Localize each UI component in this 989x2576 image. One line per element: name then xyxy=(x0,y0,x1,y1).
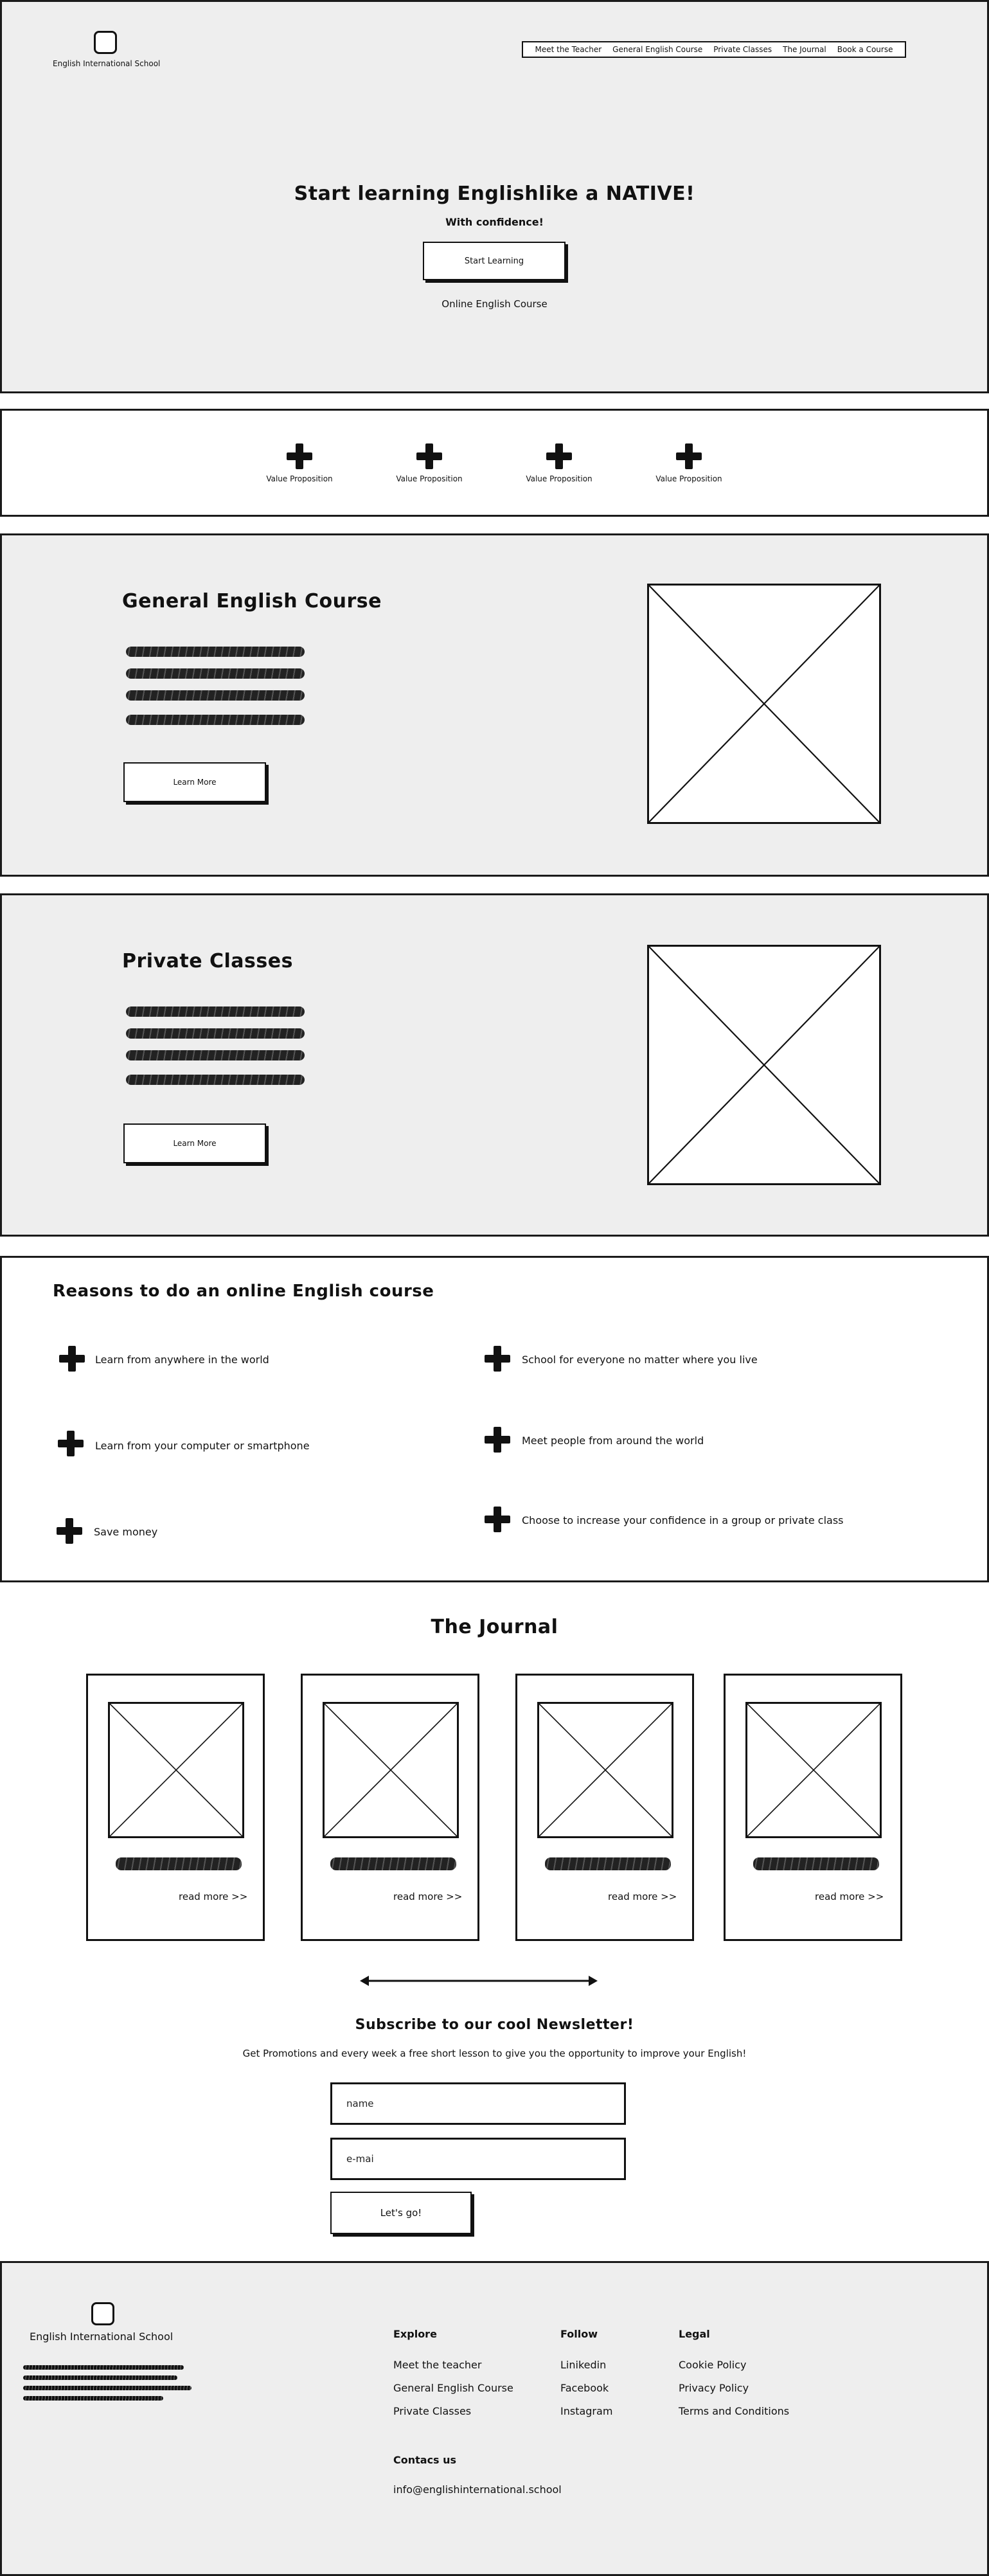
read-more-link[interactable]: read more >> xyxy=(393,1891,463,1902)
nav-book-a-course[interactable]: Book a Course xyxy=(837,45,893,54)
general-course-title: General English Course xyxy=(122,590,382,613)
carousel-scroll-arrow-icon[interactable] xyxy=(360,1973,598,1989)
plus-icon xyxy=(416,443,442,469)
text-placeholder xyxy=(545,1857,671,1870)
learn-more-button[interactable]: Learn More xyxy=(123,762,266,802)
value-prop-label: Value Proposition xyxy=(396,474,463,483)
text-placeholder xyxy=(116,1857,242,1870)
image-placeholder xyxy=(108,1702,244,1838)
plus-icon xyxy=(485,1427,510,1453)
text-placeholder xyxy=(330,1857,456,1870)
image-placeholder xyxy=(647,584,881,824)
image-placeholder xyxy=(647,945,881,1185)
nav-meet-the-teacher[interactable]: Meet the Teacher xyxy=(535,45,602,54)
footer-link-terms-and-conditions[interactable]: Terms and Conditions xyxy=(679,2405,790,2417)
reason-item: Save money xyxy=(94,1526,158,1538)
read-more-link[interactable]: read more >> xyxy=(815,1891,884,1902)
text-placeholder xyxy=(126,690,305,701)
hero-note: Online English Course xyxy=(441,298,548,310)
text-placeholder xyxy=(126,1075,305,1085)
text-placeholder xyxy=(126,1028,305,1039)
footer-link-privacy-policy[interactable]: Privacy Policy xyxy=(679,2382,749,2394)
plus-icon xyxy=(485,1507,510,1532)
value-prop-label: Value Proposition xyxy=(266,474,333,483)
plus-icon xyxy=(57,1518,82,1544)
text-placeholder xyxy=(126,1006,305,1017)
logo-text[interactable]: English International School xyxy=(53,59,161,68)
newsletter-description: Get Promotions and every week a free short lesson to give you the opportunity to improve your English! xyxy=(242,2048,747,2059)
start-learning-button[interactable]: Start Learning xyxy=(423,242,566,280)
read-more-link[interactable]: read more >> xyxy=(179,1891,248,1902)
plus-icon xyxy=(546,443,572,469)
text-placeholder xyxy=(23,2365,184,2370)
newsletter-title: Subscribe to our cool Newsletter! xyxy=(355,2017,634,2033)
footer-link-instagram[interactable]: Instagram xyxy=(560,2405,613,2417)
image-placeholder xyxy=(537,1702,673,1838)
text-placeholder xyxy=(126,715,305,725)
reason-item: School for everyone no matter where you live xyxy=(522,1354,758,1366)
plus-icon xyxy=(287,443,312,469)
text-placeholder xyxy=(23,2375,177,2380)
hero-title: Start learning Englishlike a NATIVE! xyxy=(294,183,695,205)
footer-link-private-classes[interactable]: Private Classes xyxy=(393,2405,472,2417)
learn-more-button[interactable]: Learn More xyxy=(123,1123,266,1163)
text-placeholder xyxy=(23,2386,192,2390)
reason-item: Choose to increase your confidence in a group or private class xyxy=(522,1514,844,1526)
footer-link-facebook[interactable]: Facebook xyxy=(560,2382,609,2394)
image-placeholder xyxy=(323,1702,459,1838)
text-placeholder xyxy=(126,647,305,657)
logo-icon[interactable] xyxy=(91,2302,114,2325)
value-props-section xyxy=(0,409,989,517)
nav-general-english-course[interactable]: General English Course xyxy=(612,45,703,54)
journal-title: The Journal xyxy=(431,1616,558,1638)
text-placeholder xyxy=(126,668,305,679)
image-placeholder xyxy=(745,1702,882,1838)
footer-contact-title: Contacs us xyxy=(393,2454,457,2466)
reason-item: Learn from your computer or smartphone xyxy=(95,1440,310,1452)
footer-follow-title: Follow xyxy=(560,2328,598,2340)
nav-private-classes[interactable]: Private Classes xyxy=(713,45,772,54)
footer-contact-email[interactable]: info@englishinternational.school xyxy=(393,2483,562,2496)
value-prop-label: Value Proposition xyxy=(655,474,722,483)
footer-link-general-english-course[interactable]: General English Course xyxy=(393,2382,513,2394)
reason-item: Meet people from around the world xyxy=(522,1435,704,1447)
value-prop-label: Value Proposition xyxy=(526,474,593,483)
footer-link-meet-the-teacher[interactable]: Meet the teacher xyxy=(393,2359,482,2371)
email-field[interactable]: e-mai xyxy=(330,2138,626,2180)
lets-go-button[interactable]: Let's go! xyxy=(330,2192,472,2234)
footer-link-cookie-policy[interactable]: Cookie Policy xyxy=(679,2359,747,2371)
nav-the-journal[interactable]: The Journal xyxy=(783,45,826,54)
logo-icon[interactable] xyxy=(94,31,117,54)
footer-legal-title: Legal xyxy=(679,2328,710,2340)
read-more-link[interactable]: read more >> xyxy=(608,1891,677,1902)
text-placeholder xyxy=(23,2396,163,2401)
plus-icon xyxy=(485,1346,510,1372)
text-placeholder xyxy=(126,1050,305,1060)
text-placeholder xyxy=(753,1857,879,1870)
name-field[interactable]: name xyxy=(330,2082,626,2125)
reason-item: Learn from anywhere in the world xyxy=(95,1354,269,1366)
hero-subtitle: With confidence! xyxy=(445,216,544,228)
plus-icon xyxy=(59,1346,85,1372)
footer-link-linkedin[interactable]: Linikedin xyxy=(560,2359,607,2371)
plus-icon xyxy=(676,443,702,469)
main-nav xyxy=(522,41,906,58)
footer-explore-title: Explore xyxy=(393,2328,437,2340)
footer xyxy=(0,2261,989,2576)
private-classes-title: Private Classes xyxy=(122,950,293,972)
plus-icon xyxy=(58,1431,84,1456)
footer-logo-text[interactable]: English International School xyxy=(30,2330,174,2343)
reasons-title: Reasons to do an online English course xyxy=(53,1282,434,1301)
